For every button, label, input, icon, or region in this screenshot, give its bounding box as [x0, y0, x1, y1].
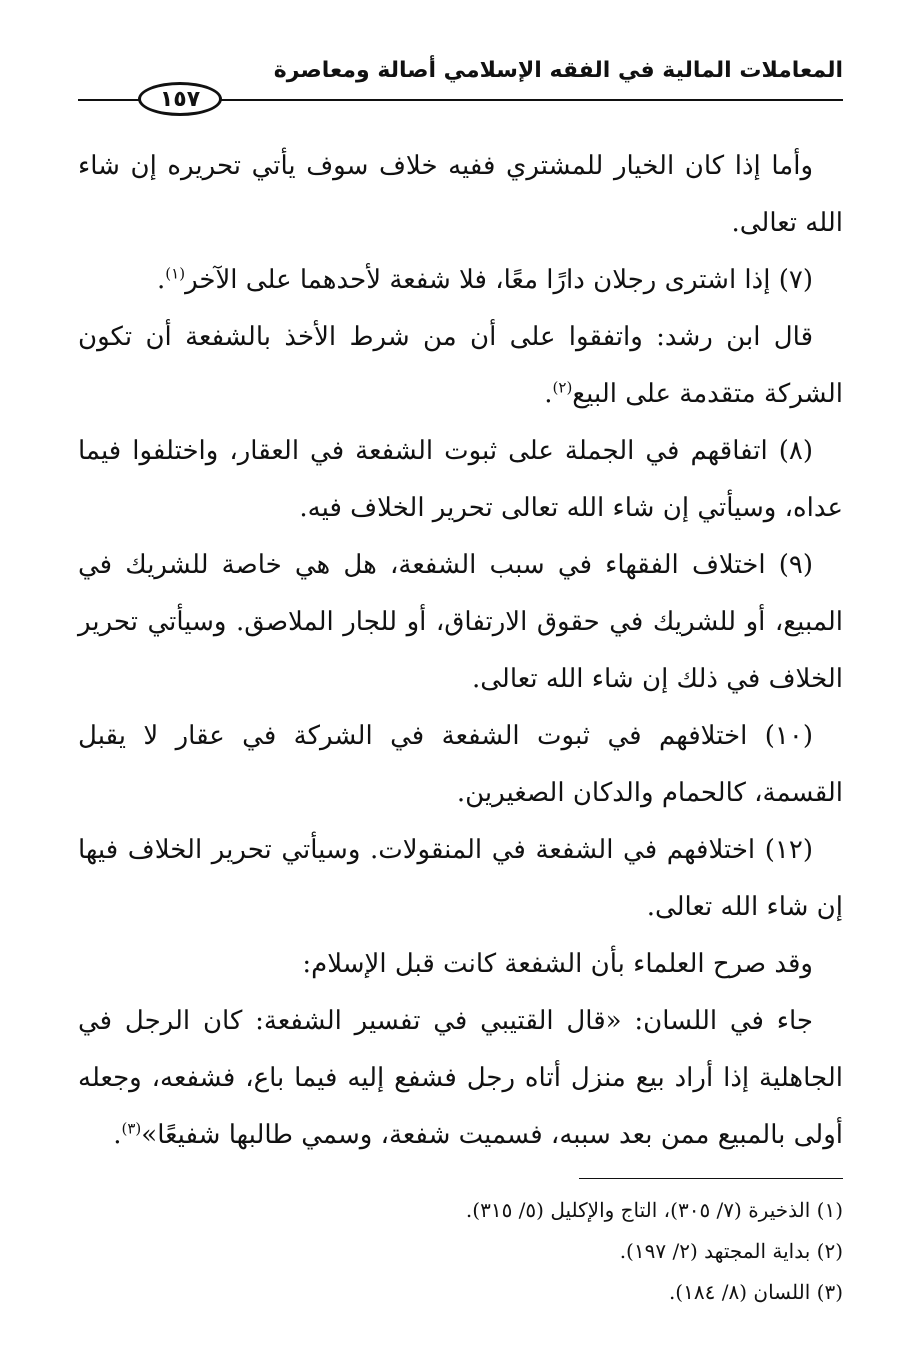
- paragraph-4: (٨) اتفاقهم في الجملة على ثبوت الشفعة في العقار، واختلفوا فيما عداه، وسيأتي إن شاء الله تعالى تحرير الخلاف فيه.: [78, 436, 843, 523]
- paragraph-1: وأما إذا كان الخيار للمشتري ففيه خلاف سوف يأتي تحريره إن شاء الله تعالى.: [78, 151, 843, 238]
- paragraph-2-end: .: [157, 265, 166, 295]
- footnote-separator: [579, 1178, 843, 1179]
- footnote-ref-3[interactable]: (٣): [121, 1119, 142, 1138]
- footnote-ref-1[interactable]: (١): [165, 264, 186, 283]
- paragraph-8: وقد صرح العلماء بأن الشفعة كانت قبل الإسلام:: [302, 949, 813, 979]
- footnote-ref-2[interactable]: (٢): [552, 378, 573, 397]
- paragraph-5: (٩) اختلاف الفقهاء في سبب الشفعة، هل هي خاصة للشريك في المبيع، أو للشريك في حقوق الارتفاق، أو للجار الملاصق. وسيأتي تحرير الخلاف في ذلك إن شاء الله تعالى.: [78, 550, 843, 694]
- footnotes: [78, 1190, 843, 1313]
- paragraph-2: [78, 252, 843, 309]
- footnote-2: (٢) بداية المجتهد (٢/ ١٩٧).: [619, 1239, 843, 1263]
- running-header-title: المعاملات المالية في الفقه الإسلامي أصالة ومعاصرة: [273, 58, 843, 83]
- paragraph-9-end: .: [113, 1120, 122, 1150]
- paragraph-3-text: قال ابن رشد: واتفقوا على أن من شرط الأخذ بالشفعة أن تكون الشركة متقدمة على البيع: [78, 322, 843, 409]
- footnote-1: (١) الذخيرة (٧/ ٣٠٥)، التاج والإكليل (٥/ ٣١٥).: [465, 1198, 843, 1222]
- page-number-badge: ١٥٧: [138, 82, 222, 116]
- paragraph-3-end: .: [544, 379, 553, 409]
- paragraph-9: [78, 993, 843, 1164]
- paragraph-2-text: (٧) إذا اشترى رجلان دارًا معًا، فلا شفعة لأحدهما على الآخر: [185, 265, 813, 295]
- paragraph-3: [78, 309, 843, 423]
- main-text: [78, 138, 843, 1164]
- footnote-3: (٣) اللسان (٨/ ١٨٤).: [668, 1280, 843, 1304]
- paragraph-9-text: جاء في اللسان: «قال القتيبي في تفسير الشفعة: كان الرجل في الجاهلية إذا أراد بيع منزل أتاه رجل فشفع إليه فيما باع، فشفعه، وجعله أولى بالمبيع ممن بعد سببه، فسميت شفعة، وسمي طالبها شفيعًا»: [78, 1006, 843, 1150]
- paragraph-6: (١٠) اختلافهم في ثبوت الشفعة في الشركة في عقار لا يقبل القسمة، كالحمام والدكان الصغيرين.: [78, 721, 843, 808]
- paragraph-7: (١٢) اختلافهم في الشفعة في المنقولات. وسيأتي تحرير الخلاف فيها إن شاء الله تعالى.: [78, 835, 843, 922]
